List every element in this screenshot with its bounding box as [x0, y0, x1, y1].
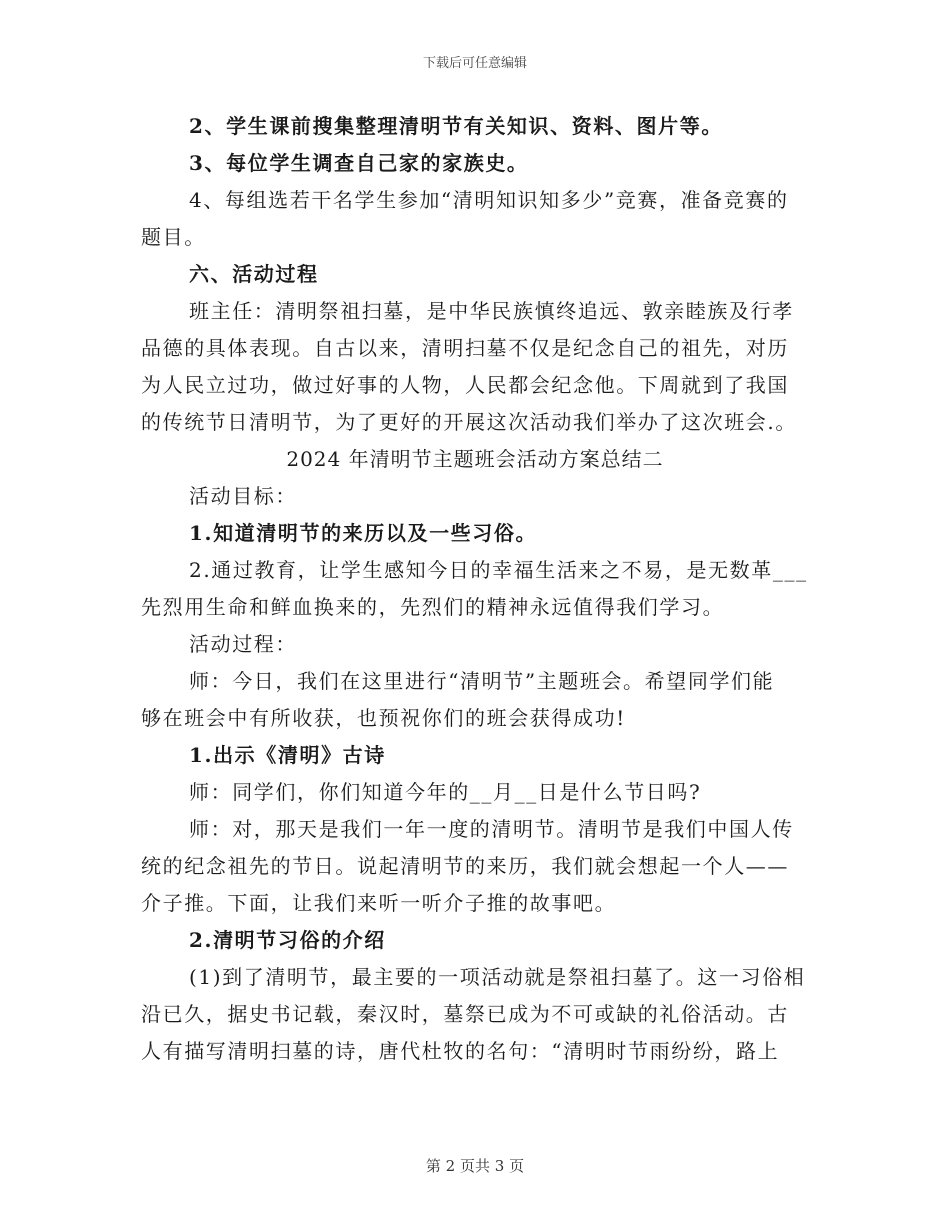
document-body: [141, 108, 809, 1070]
step-heading-2: 2.清明节习俗的介绍: [189, 928, 386, 952]
paragraph-line: 够在班会中有所收获，也预祝你们的班会获得成功!: [141, 706, 626, 730]
paragraph-prep-2: 2、学生课前搜集整理清明节有关知识、资料、图片等。: [189, 114, 723, 138]
paragraph-prep-4: [141, 182, 809, 256]
paragraph-line: 4、每组选若干名学生参加“清明知识知多少”竞赛，准备竞赛的: [189, 188, 789, 212]
label-activity-process: 活动过程：: [189, 632, 297, 656]
paragraph-teacher-opening: [141, 663, 809, 737]
section-title-2: 2024 年清明节主题班会活动方案总结二: [286, 447, 664, 471]
paragraph-line: (1)到了清明节，最主要的一项活动就是祭祖扫墓了。这一习俗相: [189, 965, 806, 989]
paragraph-line: 先烈用生命和鲜血换来的，先烈们的精神永远值得我们学习。: [141, 595, 725, 619]
paragraph-teacher-intro: [141, 293, 809, 441]
paragraph-teacher-story: [141, 811, 809, 922]
paragraph-line: 的传统节日清明节，为了更好的开展这次活动我们举办了这次班会.。: [141, 410, 797, 434]
goal-item-1: 1.知道清明节的来历以及一些习俗。: [189, 521, 538, 545]
paragraph-line: 2.通过教育，让学生感知今日的幸福生活来之不易，是无数革___: [189, 558, 808, 582]
paragraph-line: 人有描写清明扫墓的诗，唐代杜牧的名句：“清明时节雨纷纷，路上: [141, 1039, 780, 1063]
goal-item-2: [141, 552, 809, 626]
page-header: 下载后可任意编辑: [422, 56, 527, 71]
section-heading-process: 六、活动过程: [189, 262, 319, 286]
paragraph-line: 统的纪念祖先的节日。说起清明节的来历，我们就会想起一个人——: [141, 854, 789, 878]
step-heading-1: 1.出示《清明》古诗: [189, 743, 386, 767]
paragraph-prep-3: 3、每位学生调查自己家的家族史。: [189, 151, 529, 175]
paragraph-line: 班主任：清明祭祖扫墓，是中华民族慎终追远、敦亲睦族及行孝: [189, 299, 794, 323]
label-activity-goal: 活动目标：: [189, 484, 297, 508]
paragraph-line: 题目。: [141, 225, 206, 249]
page-footer: 第 2 页共 3 页: [425, 1157, 525, 1175]
paragraph-line: 为人民立过功，做过好事的人物，人民都会纪念他。下周就到了我国: [141, 373, 789, 397]
paragraph-line: 师：今日，我们在这里进行“清明节”主题班会。希望同学们能: [189, 669, 775, 693]
paragraph-line: 品德的具体表现。自古以来，清明扫墓不仅是纪念自己的祖先，对历: [141, 336, 789, 360]
paragraph-line: 介子推。下面，让我们来听一听介子推的故事吧。: [141, 891, 617, 915]
paragraph-teacher-question: 师：同学们，你们知道今年的__月__日是什么节日吗?: [189, 780, 702, 804]
paragraph-line: 师：对，那天是我们一年一度的清明节。清明节是我们中国人传: [189, 817, 794, 841]
paragraph-line: 沿已久，据史书记载，秦汉时，墓祭已成为不可或缺的礼俗活动。古: [141, 1002, 789, 1026]
paragraph-custom-1: [141, 959, 809, 1070]
